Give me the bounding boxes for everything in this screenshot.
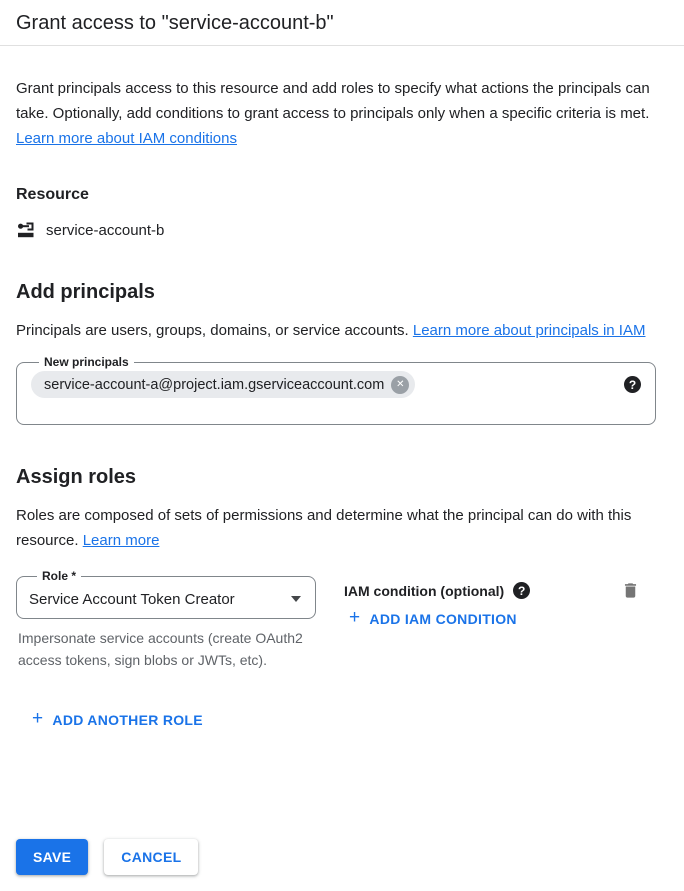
assign-roles-heading: Assign roles	[16, 466, 137, 488]
remove-principal-icon[interactable]: ✕	[391, 376, 409, 394]
principals-field-content	[31, 371, 641, 398]
resource-heading: Resource	[16, 186, 89, 203]
intro-text: Grant principals access to this resource and add roles to specify what actions the principals can take. Optionally, add conditions to grant access to principals only when a specific criteria is met.	[16, 80, 650, 122]
new-principals-field[interactable]	[16, 355, 656, 425]
role-select[interactable]	[16, 569, 316, 619]
add-another-role-label: ADD ANOTHER ROLE	[52, 711, 203, 728]
dialog-footer	[16, 839, 198, 875]
iam-condition-column	[344, 569, 530, 635]
iam-condition-help-icon[interactable]: ?	[513, 582, 530, 599]
role-row	[16, 569, 668, 671]
save-button[interactable]: SAVE	[16, 839, 88, 875]
dialog-content	[0, 76, 684, 736]
add-iam-condition-label: ADD IAM CONDITION	[369, 610, 517, 627]
role-field-label: Role *	[42, 569, 77, 583]
trash-icon	[621, 581, 640, 600]
page-title: Grant access to "service-account-b"	[16, 12, 334, 34]
roles-learn-more-link[interactable]: Learn more	[82, 532, 160, 549]
add-another-role-row	[24, 703, 668, 736]
principals-description	[16, 318, 664, 343]
principal-chip-label: service-account-a@project.iam.gserviceaccount.com	[44, 376, 385, 393]
iam-condition-label-row	[344, 582, 530, 599]
service-account-icon	[16, 220, 36, 240]
plus-icon: +	[349, 607, 361, 628]
roles-description-text: Roles are composed of sets of permissions and determine what the principal can do with this resource.	[16, 507, 632, 549]
delete-role-button[interactable]	[617, 577, 644, 604]
iam-condition-label: IAM condition (optional)	[344, 582, 505, 599]
plus-icon: +	[32, 708, 44, 729]
dropdown-arrow-icon	[291, 596, 301, 602]
add-another-role-button[interactable]	[24, 703, 211, 736]
delete-role-column	[617, 577, 644, 605]
resource-name: service-account-b	[46, 221, 165, 239]
new-principals-label: New principals	[44, 355, 129, 369]
cancel-button[interactable]: CANCEL	[104, 839, 198, 875]
principals-learn-more-link[interactable]: Learn more about principals in IAM	[412, 322, 646, 339]
iam-conditions-link[interactable]: Learn more about IAM conditions	[16, 130, 237, 147]
role-column	[16, 569, 316, 671]
role-helper-text: Impersonate service accounts (create OAuth2 access tokens, sign blobs or JWTs, etc).	[18, 630, 303, 668]
add-principals-heading: Add principals	[16, 281, 155, 303]
principal-chip	[31, 371, 415, 398]
resource-row	[16, 220, 668, 240]
roles-description	[16, 503, 664, 553]
add-iam-condition-button[interactable]	[341, 602, 525, 635]
role-select-content	[29, 584, 303, 614]
intro-paragraph	[16, 76, 664, 151]
role-selected-value: Service Account Token Creator	[29, 590, 235, 608]
principals-help-icon[interactable]: ?	[624, 376, 641, 393]
dialog-header	[0, 0, 684, 46]
principals-description-text: Principals are users, groups, domains, or service accounts.	[16, 322, 409, 339]
